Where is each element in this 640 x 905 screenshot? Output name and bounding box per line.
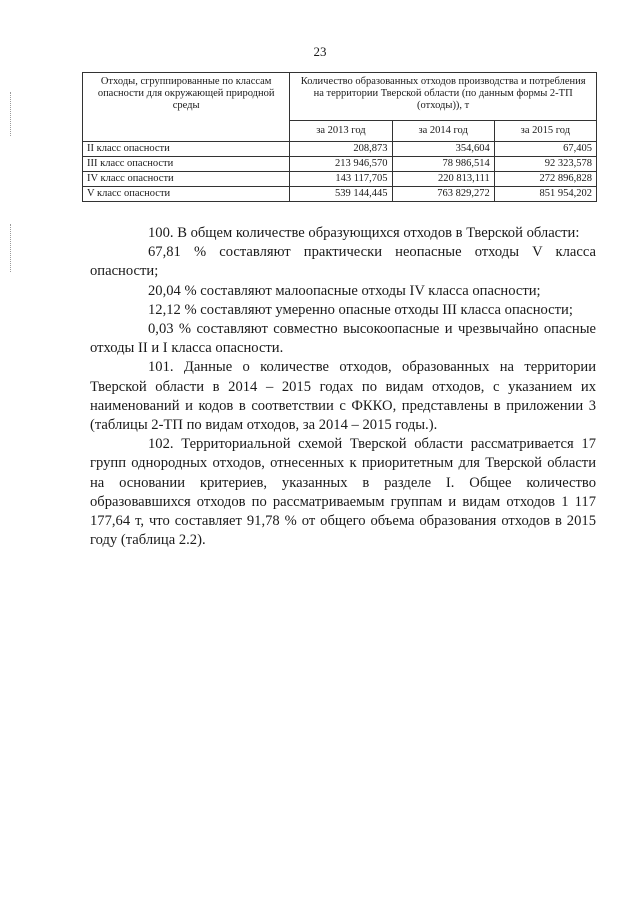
table-row xyxy=(83,142,597,157)
page-number: 23 xyxy=(313,44,327,59)
value-2013-cell: 213 946,570 xyxy=(290,157,392,172)
hazard-class-cell: IV класс опасности xyxy=(83,172,290,187)
header-waste-quantity: Количество образованных отходов производства и потребления на территории Тверской области (по данным формы 2-ТП (отходы)), т xyxy=(290,73,597,121)
value-2014-cell: 220 813,111 xyxy=(392,172,494,187)
paragraph-100-item-class-iii: 12,12 % составляют умеренно опасные отходы III класса опасности; xyxy=(148,301,573,318)
paragraph-101: 101. Данные о количестве отходов, образованных на территории Тверской области в 2014 – 2015 годах по видам отходов, с указанием их наименований и кодов в соответствии с ФККО, представлены в приложении 3 (таблицы 2-ТП по видам отходов, за 2014 – 2015 годы.). xyxy=(90,359,596,434)
header-waste-group: Отходы, сгруппированные по классам опасности для окружающей природной среды xyxy=(83,73,290,142)
value-2014-cell: 763 829,272 xyxy=(392,187,494,202)
margin-scan-mark xyxy=(10,92,13,136)
paragraph-100-item-class-iv: 20,04 % составляют малоопасные отходы IV класса опасности; xyxy=(148,282,541,299)
table-row xyxy=(83,187,597,202)
value-2013-cell: 208,873 xyxy=(290,142,392,157)
paragraph-100: 100. В общем количестве образующихся отходов в Тверской области: xyxy=(148,225,580,241)
hazard-class-cell: III класс опасности xyxy=(83,157,290,172)
value-2013-cell: 143 117,705 xyxy=(290,172,392,187)
body-text xyxy=(90,224,596,550)
header-year-2014: за 2014 год xyxy=(392,121,494,142)
value-2015-cell: 272 896,828 xyxy=(494,172,596,187)
header-year-2015: за 2015 год xyxy=(494,121,596,142)
value-2013-cell: 539 144,445 xyxy=(290,187,392,202)
value-2015-cell: 67,405 xyxy=(494,142,596,157)
table-row xyxy=(83,172,597,187)
waste-by-hazard-class-table xyxy=(82,72,597,202)
value-2014-cell: 354,604 xyxy=(392,142,494,157)
table-row xyxy=(83,157,597,172)
header-year-2013: за 2013 год xyxy=(290,121,392,142)
value-2014-cell: 78 986,514 xyxy=(392,157,494,172)
hazard-class-cell: V класс опасности xyxy=(83,187,290,202)
table-header-row xyxy=(83,73,597,121)
paragraph-100-item-class-i-ii: 0,03 % составляют совместно высокоопасные и чрезвычайно опасные отходы II и I класса опасности. xyxy=(90,321,596,357)
paragraph-102: 102. Территориальной схемой Тверской области рассматривается 17 групп однородных отходов, отнесенных к приоритетным для Тверской области на основании критериев, указанных в разделе I. Общее количество образовавшихся отходов по рассматриваемым группам и видам отходов 1 117 177,64 т, что составляет 91,78 % от общего объема образования отходов в 2015 году (таблица 2.2). xyxy=(90,436,596,549)
margin-scan-mark xyxy=(10,224,13,272)
paragraph-100-item-class-v: 67,81 % составляют практически неопасные отходы V класса опасности; xyxy=(90,244,596,280)
value-2015-cell: 92 323,578 xyxy=(494,157,596,172)
value-2015-cell: 851 954,202 xyxy=(494,187,596,202)
hazard-class-cell: II класс опасности xyxy=(83,142,290,157)
